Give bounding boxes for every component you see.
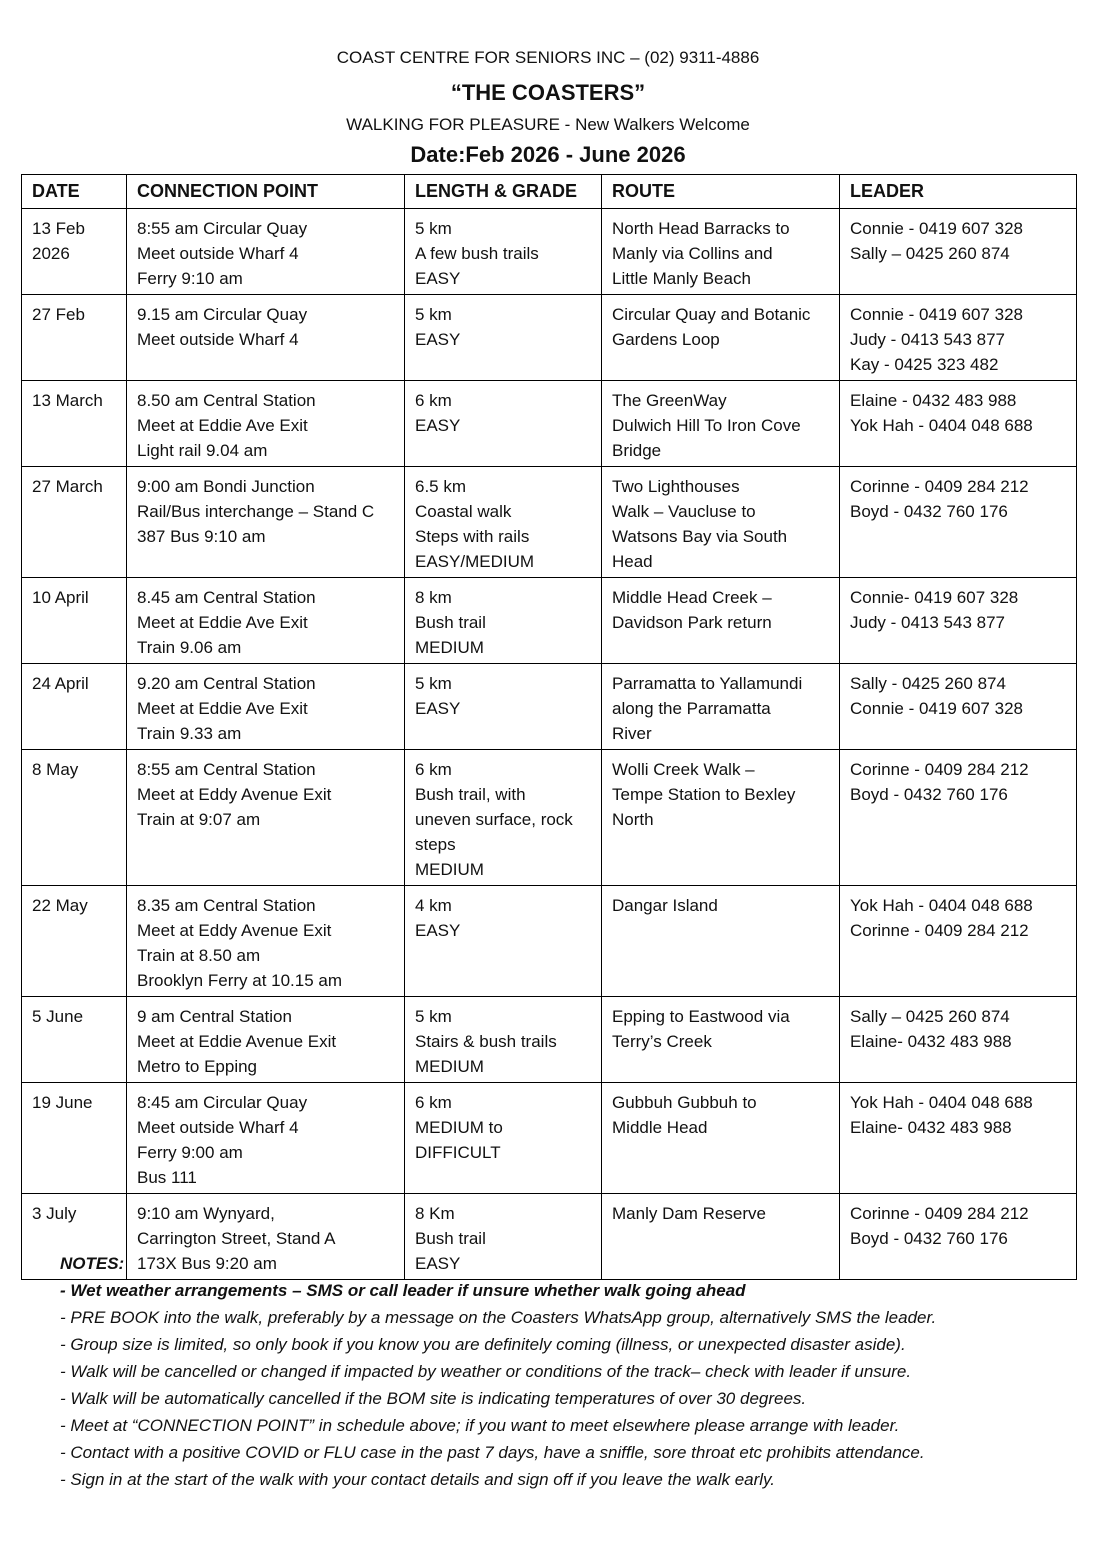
cell-route <box>602 578 840 664</box>
cell-leader-line: Boyd - 0432 760 176 <box>850 502 1008 521</box>
cell-connection-point-line: 9:00 am Bondi Junction <box>137 477 315 496</box>
cell-date <box>22 209 127 295</box>
cell-route-line: Bridge <box>612 441 662 460</box>
cell-length-grade <box>405 997 602 1083</box>
cell-date-line: 27 Feb <box>32 305 85 324</box>
cell-route <box>602 209 840 295</box>
cell-route-line: Gardens Loop <box>612 330 720 349</box>
header-length-grade: LENGTH & GRADE <box>405 175 602 209</box>
cell-route-line: Davidson Park return <box>612 613 772 632</box>
cell-length-grade <box>405 750 602 886</box>
cell-length-grade-line: 6 km <box>415 1093 452 1112</box>
table-row <box>22 997 1077 1083</box>
table-row <box>22 1083 1077 1194</box>
cell-connection-point <box>127 578 405 664</box>
notes-heading: NOTES: <box>60 1254 125 1273</box>
cell-date-line: 3 July <box>32 1204 77 1223</box>
cell-connection-point-line: Meet outside Wharf 4 <box>137 1118 299 1137</box>
note-item: - PRE BOOK into the walk, preferably by a message on the Coasters WhatsApp group, alternatively SMS the leader. <box>60 1308 937 1327</box>
cell-leader <box>840 750 1077 886</box>
cell-length-grade-line: EASY <box>415 921 461 940</box>
cell-connection-point <box>127 750 405 886</box>
walk-schedule-table <box>21 174 1077 1280</box>
cell-date <box>22 664 127 750</box>
cell-length-grade-line: Bush trail, with <box>415 785 526 804</box>
cell-connection-point-line: Meet at Eddy Avenue Exit <box>137 785 332 804</box>
document-title: “THE COASTERS” <box>450 80 646 105</box>
header-route: ROUTE <box>602 175 840 209</box>
cell-connection-point <box>127 886 405 997</box>
cell-route <box>602 295 840 381</box>
cell-length-grade <box>405 1083 602 1194</box>
cell-length-grade-line: MEDIUM <box>415 638 484 657</box>
cell-length-grade <box>405 578 602 664</box>
cell-connection-point-line: 387 Bus 9:10 am <box>137 527 266 546</box>
cell-route-line: Manly Dam Reserve <box>612 1204 766 1223</box>
cell-leader-line: Connie - 0419 607 328 <box>850 219 1023 238</box>
cell-date-line: 22 May <box>32 896 88 915</box>
table-row <box>22 578 1077 664</box>
cell-route-line: Dangar Island <box>612 896 718 915</box>
cell-leader-line: Corinne - 0409 284 212 <box>850 921 1029 940</box>
cell-date-line: 13 March <box>32 391 103 410</box>
cell-connection-point-line: Meet at Eddie Ave Exit <box>137 613 308 632</box>
cell-length-grade-line: Stairs & bush trails <box>415 1032 557 1051</box>
cell-connection-point-line: Ferry 9:00 am <box>137 1143 243 1162</box>
cell-leader <box>840 295 1077 381</box>
note-item: - Meet at “CONNECTION POINT” in schedule above; if you want to meet elsewhere please arrange with leader. <box>60 1416 900 1435</box>
cell-date <box>22 750 127 886</box>
cell-connection-point <box>127 1083 405 1194</box>
note-item: - Walk will be automatically cancelled if the BOM site is indicating temperatures of over 30 degrees. <box>60 1389 807 1408</box>
cell-date <box>22 1083 127 1194</box>
cell-leader <box>840 381 1077 467</box>
cell-date <box>22 381 127 467</box>
cell-leader-line: Connie - 0419 607 328 <box>850 305 1023 324</box>
cell-leader-line: Judy - 0413 543 877 <box>850 613 1006 632</box>
cell-length-grade-line: 4 km <box>415 896 452 915</box>
cell-route <box>602 1083 840 1194</box>
cell-connection-point <box>127 295 405 381</box>
cell-length-grade <box>405 209 602 295</box>
cell-length-grade <box>405 886 602 997</box>
cell-connection-point-line: Metro to Epping <box>137 1057 258 1076</box>
cell-leader-line: Yok Hah - 0404 048 688 <box>850 416 1033 435</box>
cell-route-line: Tempe Station to Bexley <box>612 785 796 804</box>
cell-date <box>22 578 127 664</box>
cell-leader <box>840 997 1077 1083</box>
cell-leader-line: Boyd - 0432 760 176 <box>850 1229 1008 1248</box>
table-row <box>22 467 1077 578</box>
date-range: Date:Feb 2026 - June 2026 <box>410 142 686 167</box>
cell-connection-point-line: Meet outside Wharf 4 <box>137 244 299 263</box>
cell-leader <box>840 886 1077 997</box>
cell-route-line: Little Manly Beach <box>612 269 751 288</box>
header-leader: LEADER <box>840 175 1077 209</box>
cell-connection-point-line: 173X Bus 9:20 am <box>137 1254 277 1273</box>
cell-length-grade-line: EASY <box>415 269 461 288</box>
cell-leader <box>840 1083 1077 1194</box>
table-row <box>22 295 1077 381</box>
cell-connection-point-line: 8.50 am Central Station <box>137 391 316 410</box>
cell-connection-point-line: Bus 111 <box>137 1168 197 1187</box>
cell-leader-line: Connie- 0419 607 328 <box>850 588 1019 607</box>
cell-leader-line: Corinne - 0409 284 212 <box>850 477 1029 496</box>
note-item: - Contact with a positive COVID or FLU case in the past 7 days, have a sniffle, sore throat etc prohibits attendance. <box>60 1443 925 1462</box>
cell-length-grade-line: 5 km <box>415 1007 452 1026</box>
cell-leader <box>840 209 1077 295</box>
cell-date <box>22 997 127 1083</box>
cell-length-grade-line: 5 km <box>415 674 452 693</box>
cell-length-grade-line: 6 km <box>415 760 452 779</box>
cell-connection-point-line: 9 am Central Station <box>137 1007 292 1026</box>
cell-length-grade-line: EASY <box>415 416 461 435</box>
cell-route-line: Epping to Eastwood via <box>612 1007 790 1026</box>
cell-connection-point <box>127 467 405 578</box>
cell-route-line: The GreenWay <box>612 391 727 410</box>
cell-leader <box>840 664 1077 750</box>
cell-length-grade <box>405 295 602 381</box>
cell-length-grade-line: 5 km <box>415 305 452 324</box>
cell-connection-point-line: 8.45 am Central Station <box>137 588 316 607</box>
cell-connection-point <box>127 997 405 1083</box>
cell-route-line: Manly via Collins and <box>612 244 773 263</box>
table-header-row <box>22 175 1077 209</box>
cell-length-grade-line: DIFFICULT <box>415 1143 501 1162</box>
cell-leader-line: Sally – 0425 260 874 <box>850 1007 1010 1026</box>
cell-leader-line: Corinne - 0409 284 212 <box>850 760 1029 779</box>
cell-length-grade-line: 5 km <box>415 219 452 238</box>
cell-route <box>602 997 840 1083</box>
cell-leader-line: Sally – 0425 260 874 <box>850 244 1010 263</box>
cell-leader-line: Elaine - 0432 483 988 <box>850 391 1017 410</box>
cell-leader-line: Yok Hah - 0404 048 688 <box>850 1093 1033 1112</box>
cell-connection-point-line: Carrington Street, Stand A <box>137 1229 336 1248</box>
table-row <box>22 381 1077 467</box>
cell-connection-point-line: Train at 8.50 am <box>137 946 261 965</box>
cell-connection-point <box>127 664 405 750</box>
cell-length-grade-line: 6.5 km <box>415 477 467 496</box>
cell-leader <box>840 578 1077 664</box>
cell-connection-point-line: 9:10 am Wynyard, <box>137 1204 275 1223</box>
cell-connection-point-line: 8.35 am Central Station <box>137 896 316 915</box>
cell-length-grade-line: EASY <box>415 330 461 349</box>
table-row <box>22 886 1077 997</box>
cell-length-grade-line: MEDIUM <box>415 1057 484 1076</box>
cell-route <box>602 467 840 578</box>
cell-length-grade-line: Coastal walk <box>415 502 512 521</box>
cell-route <box>602 886 840 997</box>
cell-leader-line: Judy - 0413 543 877 <box>850 330 1006 349</box>
cell-leader-line: Connie - 0419 607 328 <box>850 699 1023 718</box>
cell-connection-point-line: Rail/Bus interchange – Stand C <box>137 502 375 521</box>
cell-date-line: 27 March <box>32 477 103 496</box>
cell-route-line: Head <box>612 552 653 571</box>
cell-route-line: Walk – Vaucluse to <box>612 502 756 521</box>
cell-connection-point-line: Meet outside Wharf 4 <box>137 330 299 349</box>
cell-connection-point-line: Meet at Eddy Avenue Exit <box>137 921 332 940</box>
cell-length-grade-line: 8 Km <box>415 1204 455 1223</box>
cell-date-line: 8 May <box>32 760 79 779</box>
cell-leader-line: Sally - 0425 260 874 <box>850 674 1006 693</box>
cell-connection-point-line: Train at 9:07 am <box>137 810 261 829</box>
cell-length-grade-line: MEDIUM to <box>415 1118 503 1137</box>
cell-route-line: along the Parramatta <box>612 699 771 718</box>
organization-line: COAST CENTRE FOR SENIORS INC – (02) 9311-4886 <box>336 48 760 67</box>
cell-date-line: 10 April <box>32 588 89 607</box>
notes-section <box>60 1250 1060 1493</box>
cell-route-line: Two Lighthouses <box>612 477 740 496</box>
cell-leader-line: Elaine- 0432 483 988 <box>850 1118 1012 1137</box>
cell-connection-point <box>127 381 405 467</box>
cell-connection-point <box>127 209 405 295</box>
cell-leader-line: Elaine- 0432 483 988 <box>850 1032 1012 1051</box>
cell-route-line: Watsons Bay via South <box>612 527 788 546</box>
cell-route-line: North Head Barracks to <box>612 219 790 238</box>
cell-route-line: Gubbuh Gubbuh to <box>612 1093 757 1112</box>
cell-route <box>602 664 840 750</box>
cell-connection-point-line: 8:55 am Circular Quay <box>137 219 308 238</box>
cell-date <box>22 467 127 578</box>
cell-length-grade-line: EASY <box>415 699 461 718</box>
cell-length-grade-line: steps <box>415 835 456 854</box>
cell-route-line: Dulwich Hill To Iron Cove <box>612 416 801 435</box>
cell-route-line: River <box>612 724 652 743</box>
cell-date <box>22 295 127 381</box>
cell-connection-point-line: Meet at Eddie Ave Exit <box>137 699 308 718</box>
cell-length-grade-line: uneven surface, rock <box>415 810 573 829</box>
table-row <box>22 209 1077 295</box>
cell-length-grade-line: 8 km <box>415 588 452 607</box>
cell-length-grade-line: Bush trail <box>415 1229 486 1248</box>
cell-connection-point-line: Train 9.06 am <box>137 638 242 657</box>
cell-length-grade-line: EASY <box>415 1254 461 1273</box>
cell-route <box>602 750 840 886</box>
table-row <box>22 750 1077 886</box>
cell-connection-point-line: 9.15 am Circular Quay <box>137 305 308 324</box>
cell-length-grade-line: MEDIUM <box>415 860 484 879</box>
cell-connection-point-line: Meet at Eddie Avenue Exit <box>137 1032 337 1051</box>
cell-route-line: Terry’s Creek <box>612 1032 712 1051</box>
cell-date-line: 19 June <box>32 1093 93 1112</box>
cell-route-line: Wolli Creek Walk – <box>612 760 755 779</box>
cell-route-line: Circular Quay and Botanic <box>612 305 811 324</box>
cell-connection-point-line: Light rail 9.04 am <box>137 441 268 460</box>
cell-connection-point-line: Ferry 9:10 am <box>137 269 243 288</box>
cell-date <box>22 886 127 997</box>
cell-length-grade-line: A few bush trails <box>415 244 539 263</box>
cell-date-line: 24 April <box>32 674 89 693</box>
cell-route-line: Parramatta to Yallamundi <box>612 674 803 693</box>
cell-route-line: North <box>612 810 654 829</box>
cell-leader-line: Yok Hah - 0404 048 688 <box>850 896 1033 915</box>
note-item: - Sign in at the start of the walk with your contact details and sign off if you leave the walk early. <box>60 1470 775 1489</box>
table-row <box>22 664 1077 750</box>
cell-leader-line: Kay - 0425 323 482 <box>850 355 999 374</box>
cell-length-grade-line: 6 km <box>415 391 452 410</box>
subtitle: WALKING FOR PLEASURE - New Walkers Welcome <box>346 115 750 134</box>
cell-connection-point-line: 8:55 am Central Station <box>137 760 316 779</box>
cell-route-line: Middle Head <box>612 1118 708 1137</box>
cell-connection-point-line: Brooklyn Ferry at 10.15 am <box>137 971 343 990</box>
cell-date-line: 5 June <box>32 1007 84 1026</box>
cell-leader <box>840 467 1077 578</box>
cell-date-line: 13 Feb <box>32 219 85 238</box>
note-item: - Wet weather arrangements – SMS or call leader if unsure whether walk going ahead <box>60 1281 746 1300</box>
cell-leader-line: Corinne - 0409 284 212 <box>850 1204 1029 1223</box>
cell-connection-point-line: Meet at Eddie Ave Exit <box>137 416 308 435</box>
cell-date-line: 2026 <box>32 244 70 263</box>
cell-length-grade <box>405 381 602 467</box>
cell-length-grade-line: Steps with rails <box>415 527 530 546</box>
cell-route-line: Middle Head Creek – <box>612 588 772 607</box>
cell-length-grade <box>405 467 602 578</box>
cell-route <box>602 381 840 467</box>
cell-connection-point-line: Train 9.33 am <box>137 724 242 743</box>
cell-length-grade-line: EASY/MEDIUM <box>415 552 535 571</box>
cell-connection-point-line: 8:45 am Circular Quay <box>137 1093 308 1112</box>
cell-length-grade <box>405 664 602 750</box>
note-item: - Group size is limited, so only book if you know you are definitely coming (illness, or unexpected disaster aside). <box>60 1335 906 1354</box>
header-date: DATE <box>22 175 127 209</box>
cell-connection-point-line: 9.20 am Central Station <box>137 674 316 693</box>
cell-length-grade-line: Bush trail <box>415 613 486 632</box>
header-connection-point: CONNECTION POINT <box>127 175 405 209</box>
cell-leader-line: Boyd - 0432 760 176 <box>850 785 1008 804</box>
note-item: - Walk will be cancelled or changed if impacted by weather or conditions of the track– check with leader if unsure. <box>60 1362 912 1381</box>
